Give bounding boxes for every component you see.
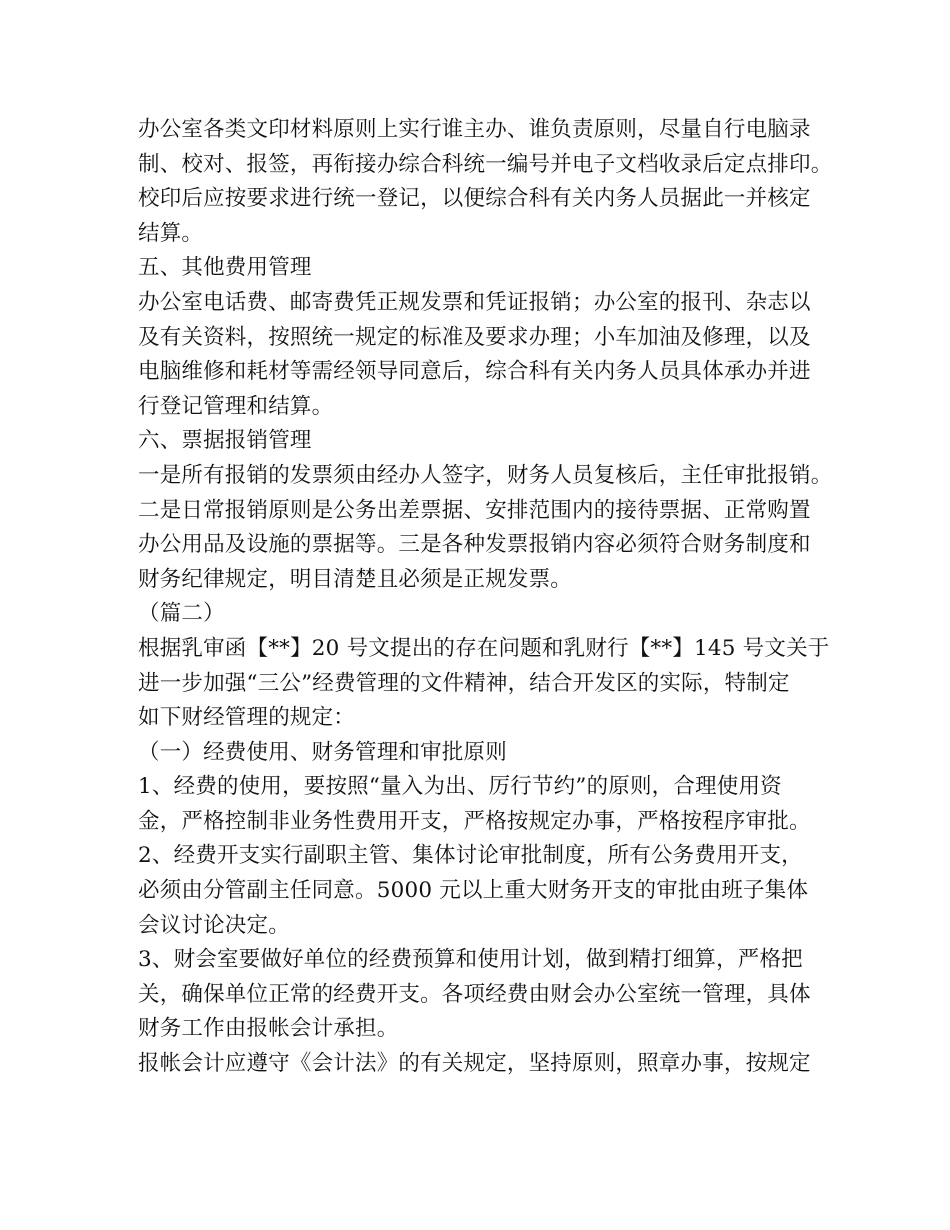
text-line: 财务工作由报帐会计承担。 <box>138 1016 399 1042</box>
text-line: 报帐会计应遵守《会计法》的有关规定，坚持原则，照章办事，按规定 <box>138 1051 811 1077</box>
text-line: 财务纪律规定，明目清楚且必须是正规发票。 <box>138 566 573 592</box>
section-heading: （一）经费使用、财务管理和审批原则 <box>138 739 507 765</box>
text-line: 根据乳审函【**】20 号文提出的存在问题和乳财行【**】145 号文关于 <box>138 635 830 661</box>
text-line: 电脑维修和耗材等需经领导同意后，综合科有关内务人员具体承办并进 <box>138 359 811 385</box>
document-body <box>138 113 833 1082</box>
text-line: 结算。 <box>138 220 204 246</box>
text-line: 办公用品及设施的票据等。三是各种发票报销内容必须符合财务制度和 <box>138 532 811 558</box>
section-heading: 六、票据报销管理 <box>138 428 312 454</box>
text-line: 金，严格控制非业务性费用开支，严格按规定办事，严格按程序审批。 <box>138 808 811 834</box>
text-line: 办公室各类文印材料原则上实行谁主办、谁负责原则，尽量自行电脑录 <box>138 117 811 142</box>
text-line: 1、经费的使用，要按照“量入为出、厉行节约”的原则，合理使用资 <box>138 774 782 800</box>
text-line: 2、经费开支实行副职主管、集体讨论审批制度，所有公务费用开支， <box>138 843 803 869</box>
text-line: 二是日常报销原则是公务出差票据、安排范围内的接待票据、正常购置 <box>138 497 811 523</box>
text-line: 及有关资料，按照统一规定的标准及要求办理；小车加油及修理，以及 <box>138 324 811 350</box>
text-line: 进一步加强“三公”经费管理的文件精神，结合开发区的实际，特制定 <box>138 670 790 696</box>
text-line: 办公室电话费、邮寄费凭正规发票和凭证报销；办公室的报刊、杂志以 <box>138 289 811 315</box>
text-line: 制、校对、报签，再衔接办综合科统一编号并电子文档收录后定点排印。 <box>138 151 833 177</box>
text-line: 校印后应按要求进行统一登记，以便综合科有关内务人员据此一并核定 <box>138 186 811 212</box>
text-line: 关，确保单位正常的经费开支。各项经费由财会办公室统一管理，具体 <box>138 981 811 1007</box>
text-line: 行登记管理和结算。 <box>138 393 334 419</box>
text-line: 一是所有报销的发票须由经办人签字，财务人员复核后，主任审批报销。 <box>138 462 833 488</box>
part-heading: （篇二） <box>138 601 225 627</box>
text-line: 会议讨论决定。 <box>138 912 290 938</box>
text-line: 必须由分管副主任同意。5000 元以上重大财务开支的审批由班子集体 <box>138 878 809 904</box>
text-line: 3、财会室要做好单位的经费预算和使用计划，做到精打细算，严格把 <box>138 947 803 973</box>
text-line: 如下财经管理的规定： <box>138 705 356 731</box>
section-heading: 五、其他费用管理 <box>138 255 312 281</box>
